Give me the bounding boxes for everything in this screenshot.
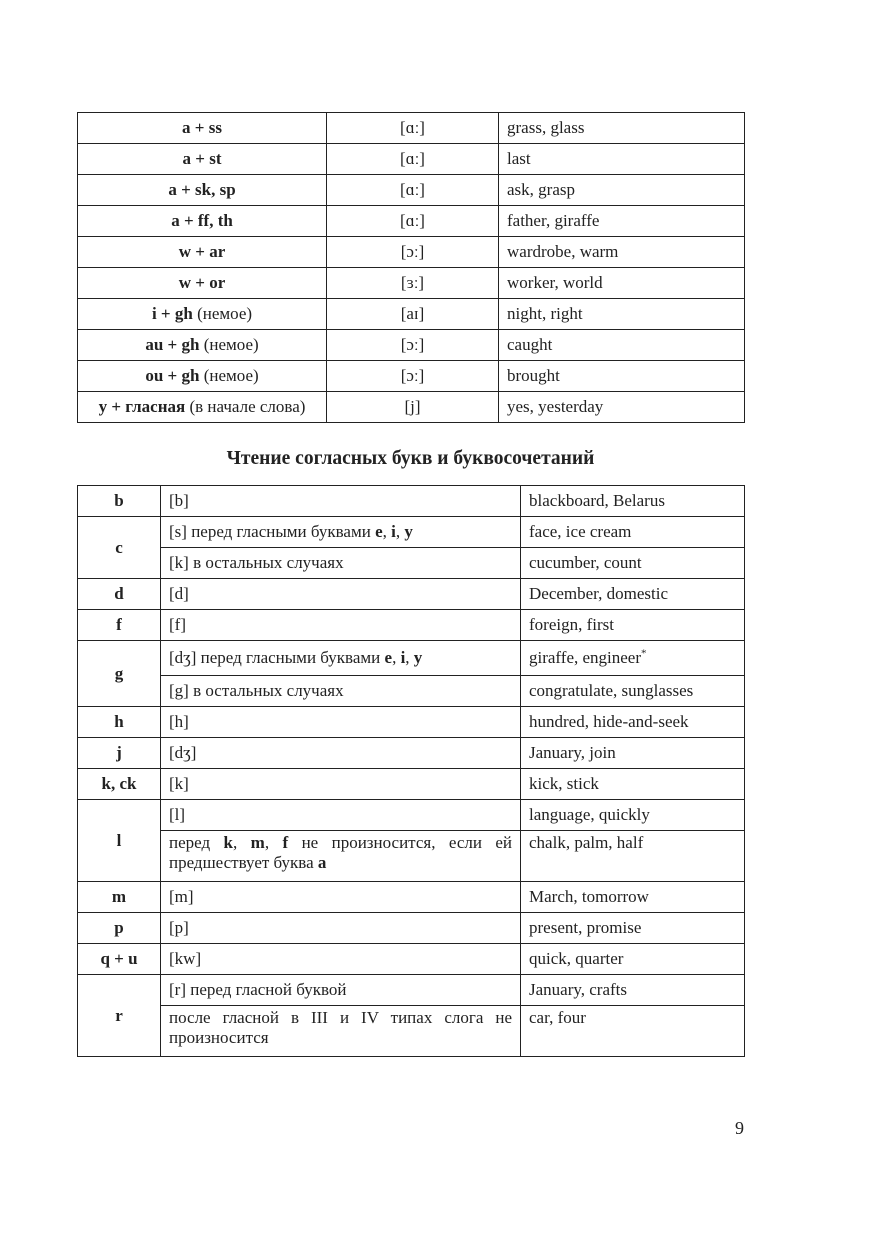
letter: h [78,707,161,738]
examples: worker, world [499,268,745,299]
rule: [l] [161,800,521,831]
letter-combination [78,175,327,206]
letter: k, ck [78,769,161,800]
letter-combination [78,206,327,237]
combo-bold: y + гласная [98,397,186,416]
rule-letter: a [317,853,327,872]
rule: [kw] [161,944,521,975]
examples: grass, glass [499,113,745,144]
combo-bold: a + st [182,149,222,168]
examples: December, domestic [521,579,745,610]
rule: [f] [161,610,521,641]
letter-combination [78,392,327,423]
rule-letter: y [404,522,413,541]
sound: [ɔː] [327,330,499,361]
rule-letter: k [223,833,233,852]
table-row [78,944,745,975]
table-row [78,486,745,517]
table-row [78,392,745,423]
combo-bold: i + gh [151,304,193,323]
examples: brought [499,361,745,392]
sound: [j] [327,392,499,423]
examples: language, quickly [521,800,745,831]
letter: f [78,610,161,641]
table-row [78,579,745,610]
rule [161,831,521,882]
sound: [aɪ] [327,299,499,330]
letter-combination [78,268,327,299]
letter-combination [78,237,327,268]
examples: congratulate, sunglasses [521,676,745,707]
letter-combination [78,330,327,361]
rule: [r] перед гласной буквой [161,975,521,1006]
combo-bold: a + ff, th [171,211,233,230]
table-row [78,206,745,237]
sound: [ɔː] [327,361,499,392]
examples: night, right [499,299,745,330]
examples: blackboard, Belarus [521,486,745,517]
examples: March, tomorrow [521,882,745,913]
letter: p [78,913,161,944]
table-row [78,113,745,144]
examples: caught [499,330,745,361]
table-row [78,144,745,175]
combo-bold: w + or [178,273,226,292]
combo-bold: a + sk, sp [168,180,236,199]
rule-letter: e [384,648,393,667]
consonant-letters-table [77,485,745,1057]
combo-bold: ou + gh [145,366,200,385]
combo-bold: a + ss [182,118,222,137]
combo-bold: au + gh [145,335,200,354]
rule: [g] в остальных случаях [161,676,521,707]
examples: kick, stick [521,769,745,800]
letter: b [78,486,161,517]
examples: foreign, first [521,610,745,641]
table-row [78,913,745,944]
vowel-combinations-table [77,112,745,423]
footnote-mark: * [641,647,647,660]
examples: ask, grasp [499,175,745,206]
examples [521,641,745,676]
examples: yes, yesterday [499,392,745,423]
examples: face, ice cream [521,517,745,548]
examples: January, join [521,738,745,769]
table-row [78,676,745,707]
rule [161,517,521,548]
table-row [78,1006,745,1057]
combo-note: (немое) [199,366,259,385]
rule: после гласной в III и IV типах слога не произносится [161,1006,521,1057]
examples: car, four [521,1006,745,1057]
letter: c [78,517,161,579]
section-title: Чтение согласных букв и буквосочетаний [226,448,595,469]
table-row [78,175,745,206]
sound: [ɑː] [327,113,499,144]
combo-note: (в начале слова) [185,397,306,416]
table-row [78,517,745,548]
rule: [k] в остальных случаях [161,548,521,579]
table-row [78,975,745,1006]
rule-text: перед [169,833,224,852]
table-row [78,361,745,392]
combo-note: (немое) [192,304,253,323]
table-row [78,548,745,579]
table-row [78,831,745,882]
letter: r [78,975,161,1057]
table-row [78,769,745,800]
rule-text: не произносится, если ей предшествует буква [169,833,512,872]
sound: [ɔː] [327,237,499,268]
examples: hundred, hide-and-seek [521,707,745,738]
examples: quick, quarter [521,944,745,975]
letter: m [78,882,161,913]
rule: [b] [161,486,521,517]
rule: [h] [161,707,521,738]
examples: January, crafts [521,975,745,1006]
table-row [78,800,745,831]
rule: [dʒ] [161,738,521,769]
page-number: 9 [735,1118,744,1138]
table-row [78,707,745,738]
examples-text: giraffe, engineer [529,648,642,667]
table-row [78,882,745,913]
rule-letter: f [282,833,289,852]
examples: last [499,144,745,175]
sound: [ɑː] [327,206,499,237]
examples: present, promise [521,913,745,944]
rule-letter: i [391,522,396,541]
rule-letter: y [413,648,423,667]
rule-letter: m [250,833,265,852]
letter-combination [78,144,327,175]
letter-combination [78,299,327,330]
rule-separator: , [405,648,414,667]
rule-letter: i [400,648,406,667]
rule-text: [dʒ] перед гласными буквами [169,648,385,667]
letter: l [78,800,161,882]
sound: [ɑː] [327,144,499,175]
rule-text: [s] перед гласными буквами [169,522,376,541]
letter: g [78,641,161,707]
table-row [78,299,745,330]
table-row [78,738,745,769]
letter-combination [78,113,327,144]
letter-combination [78,361,327,392]
rule: [d] [161,579,521,610]
combo-note: (немое) [199,335,259,354]
rule: [k] [161,769,521,800]
table-row [78,330,745,361]
table-row [78,237,745,268]
examples: cucumber, count [521,548,745,579]
rule: [m] [161,882,521,913]
rule: [p] [161,913,521,944]
letter: q + u [78,944,161,975]
letter: j [78,738,161,769]
rule-separator: , [395,522,405,541]
examples: chalk, palm, half [521,831,745,882]
rule-separator: , [264,833,283,852]
sound: [ɜː] [327,268,499,299]
rule-separator: , [382,522,392,541]
examples: father, giraffe [499,206,745,237]
rule-separator: , [392,648,401,667]
rule-letter: e [375,522,383,541]
table-row [78,268,745,299]
combo-bold: w + ar [178,242,226,261]
letter: d [78,579,161,610]
sound: [ɑː] [327,175,499,206]
table-row [78,641,745,676]
examples: wardrobe, warm [499,237,745,268]
rule [161,641,521,676]
rule-separator: , [233,833,251,852]
table-row [78,610,745,641]
